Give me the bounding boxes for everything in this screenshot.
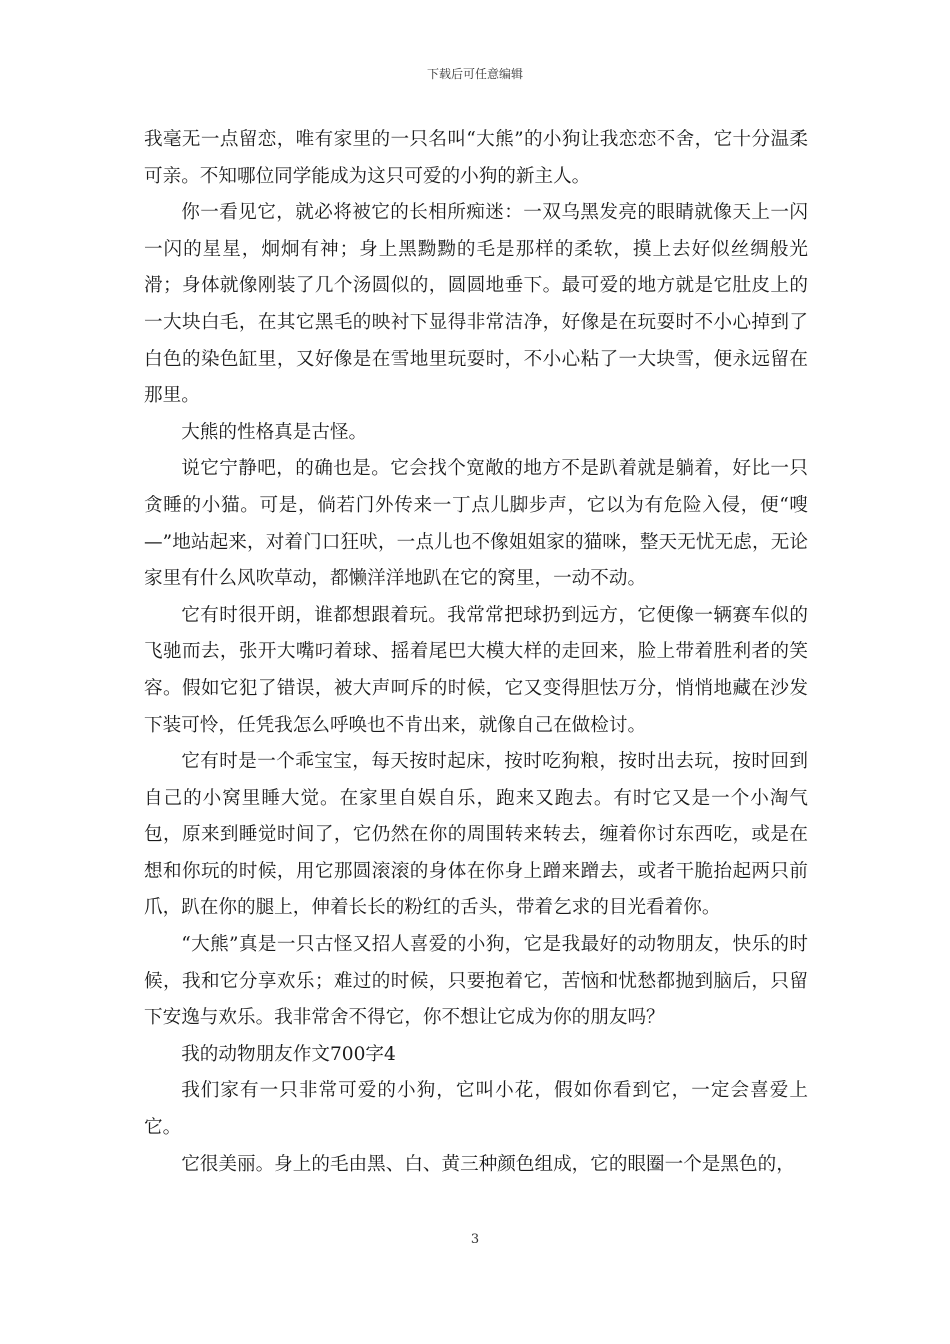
paragraph: “大熊”真是一只古怪又招人喜爱的小狗，它是我最好的动物朋友，快乐的时候，我和它分享欢乐；难过的时候，只要抱着它，苦恼和忧愁都抛到脑后，只留下安逸与欢乐。我非常舍不得它，你不想让它成为你的朋友吗？	[144, 934, 808, 1029]
paragraph: 它有时是一个乖宝宝，每天按时起床，按时吃狗粮，按时出去玩，按时回到自己的小窝里睡大觉。在家里自娱自乐，跑来又跑去。有时它又是一个小淘气包，原来到睡觉时间了，它仍然在你的周围转来转去，缠着你讨东西吃，或是在想和你玩的时候，用它那圆滚滚的身体在你身上蹭来蹭去，或者干脆抬起两只前爪，趴在你的腿上，伸着长长的粉红的舌头，带着乞求的目光看着你。	[144, 751, 808, 919]
paragraph: 它很美丽。身上的毛由黑、白、黄三种颜色组成，它的眼圈一个是黑色的，	[181, 1153, 795, 1175]
paragraph: 我毫无一点留恋，唯有家里的一只名叫“大熊”的小狗让我恋恋不舍，它十分温柔可亲。不知哪位同学能成为这只可爱的小狗的新主人。	[144, 129, 808, 187]
section-heading: 我的动物朋友作文700字4	[181, 1043, 396, 1065]
paragraph: 你一看见它，就必将被它的长相所痴迷：一双乌黑发亮的眼睛就像天上一闪一闪的星星，炯炯有神；身上黑黝黝的毛是那样的柔软，摸上去好似丝绸般光滑；身体就像刚装了几个汤圆似的，圆圆地垂下。最可爱的地方就是它肚皮上的一大块白毛，在其它黑毛的映衬下显得非常洁净，好像是在玩耍时不小心掉到了白色的染色缸里，又好像是在雪地里玩耍时，不小心粘了一大块雪，便永远留在那里。	[144, 202, 808, 407]
paragraph: 说它宁静吧，的确也是。它会找个宽敞的地方不是趴着就是躺着，好比一只贪睡的小猫。可是，倘若门外传来一丁点儿脚步声，它以为有危险入侵，便“嗖—”地站起来，对着门口狂吠，一点儿也不像姐姐家的猫咪，整天无忧无虑，无论家里有什么风吹草动，都懒洋洋地趴在它的窝里，一动不动。	[144, 458, 808, 590]
page-header: 下载后可任意编辑	[426, 67, 523, 81]
paragraph: 大熊的性格真是古怪。	[181, 421, 368, 443]
paragraph: 我们家有一只非常可爱的小狗，它叫小花，假如你看到它，一定会喜爱上它。	[144, 1080, 808, 1139]
page-number: 3	[470, 1232, 480, 1247]
document-body	[144, 122, 808, 1183]
paragraph: 它有时很开朗，谁都想跟着玩。我常常把球扔到远方，它便像一辆赛车似的飞驰而去，张开大嘴叼着球、摇着尾巴大模大样的走回来，脸上带着胜利者的笑容。假如它犯了错误，被大声呵斥的时候，它又变得胆怯万分，悄悄地藏在沙发下装可怜，任凭我怎么呼唤也不肯出来，就像自己在做检讨。	[144, 604, 808, 736]
